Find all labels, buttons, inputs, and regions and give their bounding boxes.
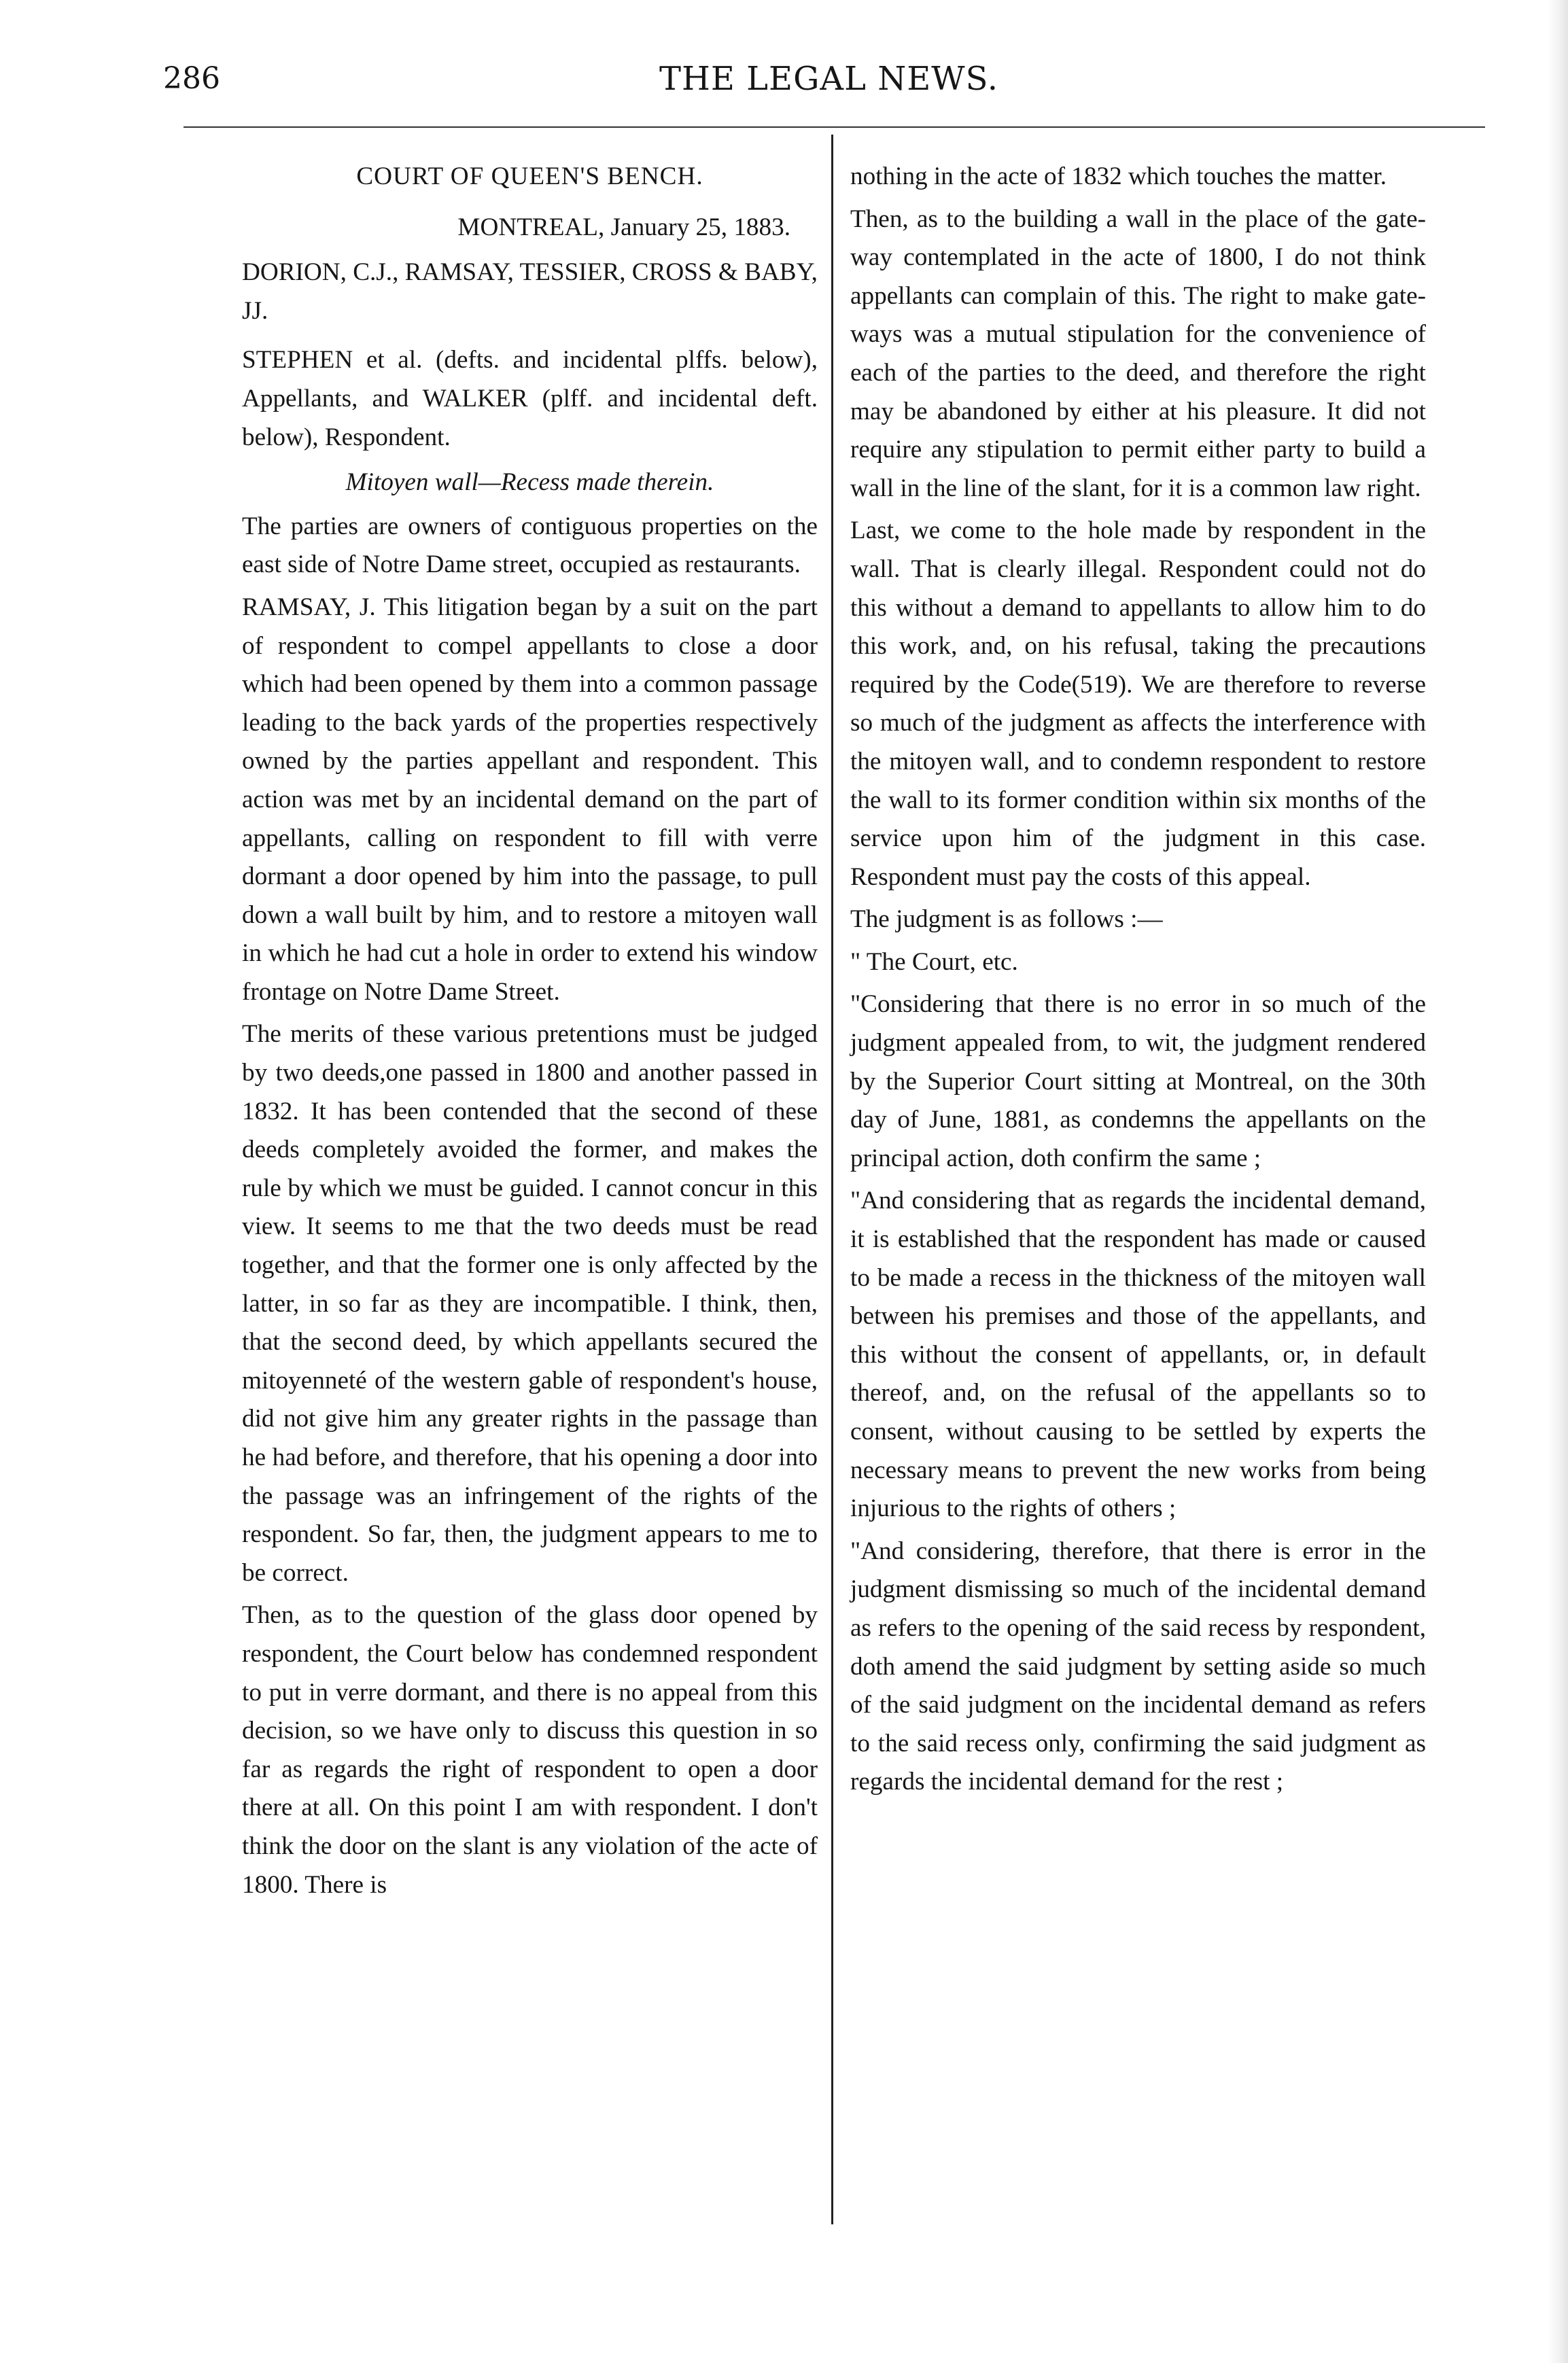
- paragraph-hole-in-wall: Last, we come to the hole made by respondent in the wall. That is clearly illegal. Respondent could not do this without a demand to appellants to allow him to do this work, and, on his refusal, taking the precautions required by the Code(519). We are therefore to reverse so much of the judgment as affects the interference with the mitoyen wall, and to condemn respondent to restore the wall to its former condition within six months of the service upon him of the judgment in this case. Respondent must pay the costs of this appeal.: [850, 517, 1426, 891]
- page-edge-shadow: [1548, 0, 1568, 2363]
- page-number: 286: [163, 61, 220, 96]
- paragraph-considering-3: "And considering, therefore, that there is error in the judgment dismissing so much of the incidental demand as refers to the opening of the said recess by respondent, doth amend the said judgment by setting aside so much of the said judgment on the incidental demand as refers to the said recess only, confirming the said judgment as regards the incidental demand for the rest ;: [850, 1537, 1426, 1796]
- right-column: [850, 158, 1426, 1802]
- paragraph-judgment-intro: The judgment is as follows :—: [850, 905, 1163, 934]
- paragraph-continuation: nothing in the acte of 1832 which touches the matter.: [850, 162, 1387, 190]
- header-rule: [184, 126, 1485, 128]
- paragraph-ramsay-opening: RAMSAY, J. This litigation began by a suit on the part of respondent to compel appellants to close a door which had been opened by them into a common passage leading to the back yards of the properties respectively owned by the parties appellant and respondent. This action was met by an incidental demand on the part of appellants, calling on respondent to fill with verre dormant a door opened by him into the passage, to pull down a wall built by him, and to restore a mitoyen wall in which he had cut a hole in order to extend his window frontage on Notre Dame Street.: [242, 593, 818, 1006]
- paragraph-gate-way: Then, as to the building a wall in the place of the gate-way contemplated in the acte of 1800, I do not think appellants can complain of this. The right to make gate-ways was a mutual stipulation for the convenience of each of the parties to the deed, and therefore the right may be abandoned by either at his pleasure. It did not require any stipulation to permit either party to build a wall in the line of the slant, for it is a common law right.: [850, 205, 1426, 502]
- paragraph-considering-2: "And considering that as regards the incidental demand, it is established that the respondent has made or caused to be made a recess in the thickness of the mitoyen wall between his premises and those of the appellants, and this without the consent of appellants, or, in default thereof, and, on the refusal of the appellants so to consent, without causing to be settled by experts the necessary means to prevent the new works from being injurious to the rights of others ;: [850, 1187, 1426, 1523]
- running-title: THE LEGAL NEWS.: [659, 60, 999, 98]
- paragraph-merits: The merits of these various pretentions must be judged by two deeds,one passed in 1800 and another passed in 1832. It has been contended that the second of these deeds completely avoided the former, and makes the rule by which we must be guided. I cannot concur in this view. It seems to me that the two deeds must be read together, and that the former one is only affected by the latter, in so far as they are incompatible. I think, then, that the second deed, by which appellants secured the mitoyenneté of the western gable of respondent's house, did not give him any greater rights in the passage than he had before, and therefore, that his opening a door into the passage was an infringement of the rights of the respondent. So far, then, the judgment appears to me to be correct.: [242, 1020, 818, 1587]
- paragraph-facts: The parties are owners of contiguous properties on the east side of Notre Dame street, occupied as restaurants.: [242, 512, 818, 579]
- court-title: COURT OF QUEEN'S BENCH.: [356, 162, 703, 190]
- paragraph-glass-door: Then, as to the question of the glass door opened by respondent, the Court below has condemned respondent to put in verre dormant, and there is no appeal from this decision, so we have only to discuss this question in so far as regards the right of respondent to open a door there at all. On this point I am with respondent. I don't think the door on the slant is any violation of the acte of 1800. There is: [242, 1601, 818, 1899]
- left-column: [242, 158, 818, 1904]
- headnote: Mitoyen wall—Recess made therein.: [345, 468, 714, 497]
- column-divider: [831, 135, 833, 2224]
- paragraph-considering-1: "Considering that there is no error in so much of the judgment appealed from, to wit, the judgment rendered by the Superior Court sitting at Montreal, on the 30th day of June, 1881, as condemns the appellants on the principal action, doth confirm the same ;: [850, 990, 1426, 1172]
- judges-line: DORION, C.J., RAMSAY, TESSIER, CROSS & BABY, JJ.: [242, 258, 818, 325]
- case-parties: STEPHEN et al. (defts. and incidental plffs. below), Appellants, and WALKER (plff. and incidental deft. below), Respondent.: [242, 346, 818, 451]
- paragraph-court-etc: " The Court, etc.: [850, 947, 1018, 976]
- case-date: MONTREAL, January 25, 1883.: [457, 213, 790, 241]
